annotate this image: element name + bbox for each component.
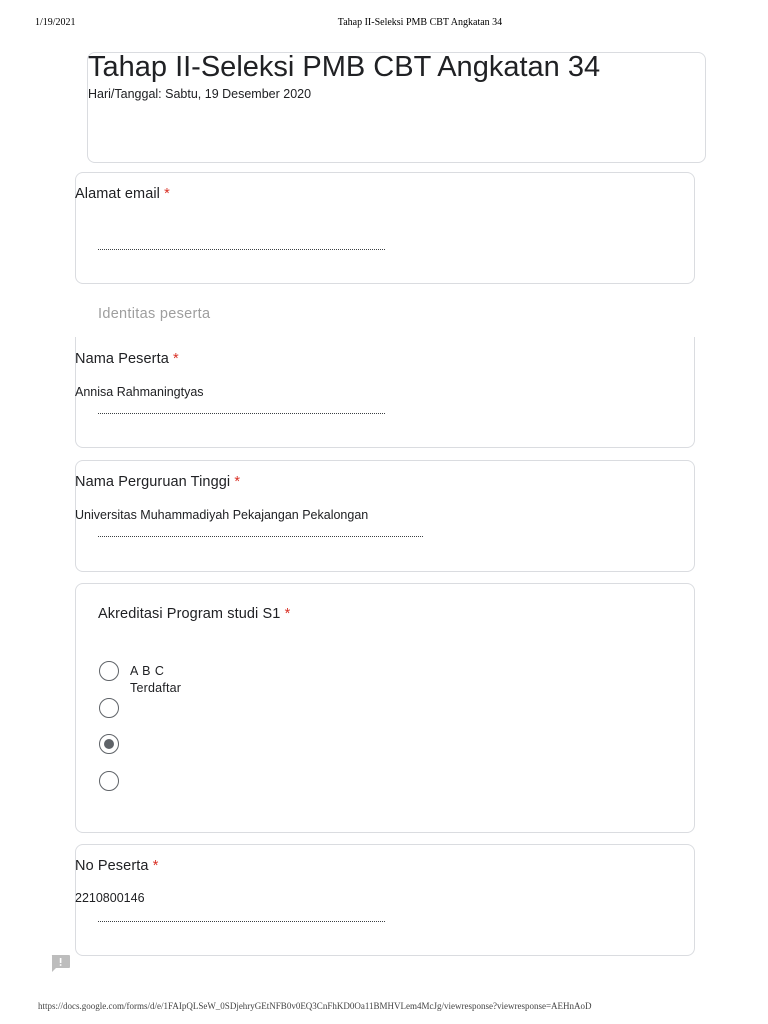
- perguruan-tinggi-field[interactable]: [98, 536, 423, 537]
- nama-peserta-question-label: [75, 351, 179, 367]
- radio-option-4[interactable]: [99, 771, 119, 791]
- required-mark: *: [164, 186, 170, 202]
- perguruan-tinggi-label-text: Nama Perguruan Tinggi: [75, 474, 231, 490]
- required-mark: *: [234, 474, 241, 490]
- akreditasi-label-text: Akreditasi Program studi S1: [98, 606, 281, 622]
- radio-option-2[interactable]: [99, 698, 119, 718]
- form-description: Hari/Tanggal: Sabtu, 19 Desember 2020: [88, 87, 312, 101]
- nama-peserta-value: Annisa Rahmaningtyas: [75, 385, 204, 399]
- no-peserta-field[interactable]: [98, 921, 385, 922]
- perguruan-tinggi-value: Universitas Muhammadiyah Pekajangan Pekalongan: [75, 508, 369, 522]
- feedback-icon[interactable]: [50, 954, 71, 973]
- nama-peserta-field[interactable]: [98, 413, 385, 414]
- required-mark: *: [173, 351, 179, 367]
- section-title: Identitas peserta: [98, 306, 211, 322]
- form-header-card: [87, 52, 706, 163]
- required-mark: *: [284, 606, 291, 622]
- no-peserta-label-text: No Peserta: [75, 858, 149, 874]
- required-mark: *: [152, 858, 159, 874]
- print-url-footer: https://docs.google.com/forms/d/e/1FAIpQLSeW_0SDjehryGEtNFB0v0EQ3CnFhKD0Oa11BMHVLem4McJg/viewresponse?viewresponse=AEHnAoD: [38, 1001, 592, 1011]
- akreditasi-question-label: [98, 606, 290, 622]
- radio-option-1-label-line2: Terdaftar: [130, 681, 182, 695]
- print-date: 1/19/2021: [35, 17, 76, 28]
- radio-option-1[interactable]: [99, 661, 119, 681]
- no-peserta-question-label: [75, 858, 158, 874]
- email-label-text: Alamat email: [75, 186, 161, 202]
- radio-option-1-label-line1: A B C: [130, 664, 165, 678]
- email-question-label: [75, 186, 170, 202]
- email-field[interactable]: [98, 249, 385, 250]
- form-title: Tahap II-Seleksi PMB CBT Angkatan 34: [88, 51, 601, 83]
- nama-peserta-label-text: Nama Peserta: [75, 351, 169, 367]
- print-title: Tahap II-Seleksi PMB CBT Angkatan 34: [337, 17, 503, 28]
- perguruan-tinggi-question-label: [75, 474, 240, 490]
- no-peserta-value: 2210800146: [75, 891, 145, 905]
- radio-option-3-selected[interactable]: [99, 734, 119, 754]
- print-header: [0, 17, 768, 31]
- question-card-no-peserta: [75, 844, 695, 956]
